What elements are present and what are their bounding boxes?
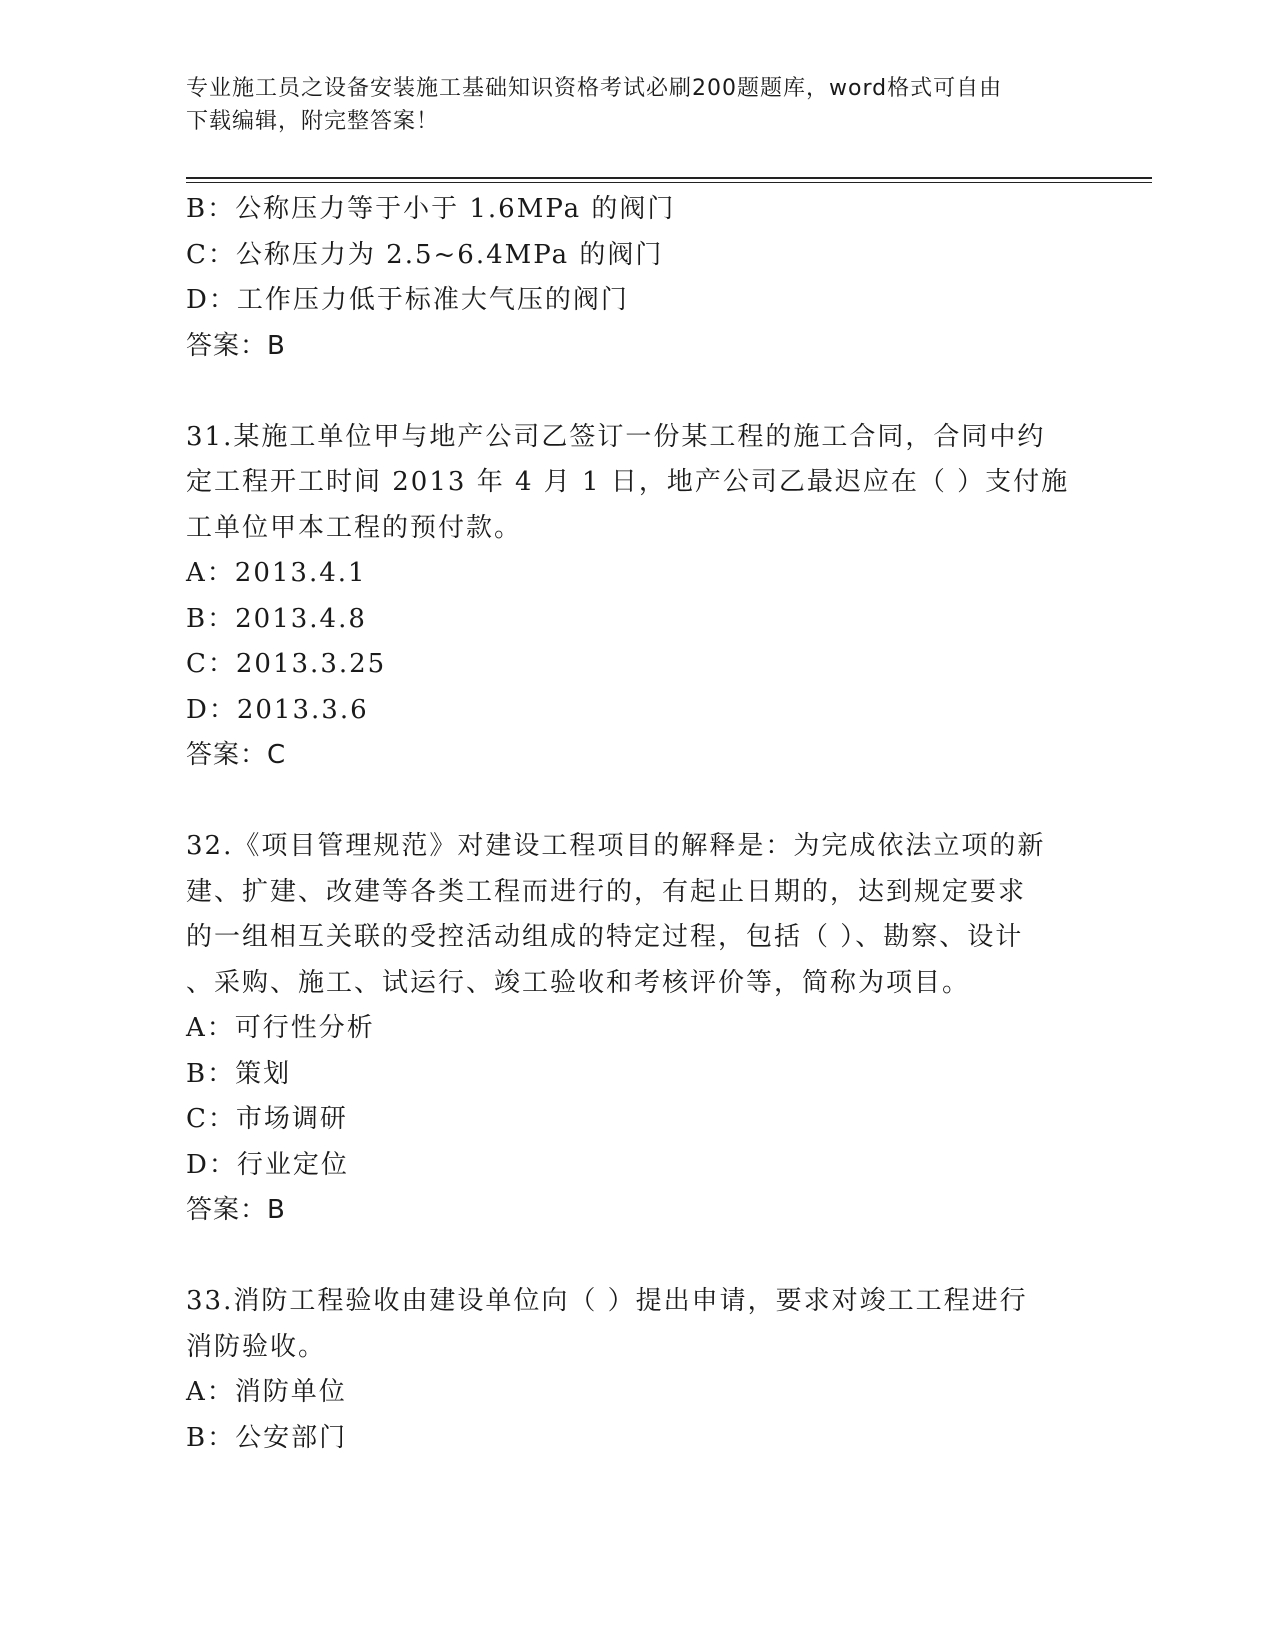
option-c: C：公称压力为 2.5~6.4MPa 的阀门 bbox=[186, 239, 664, 270]
question-text-line: 、采购、施工、试运行、竣工验收和考核评价等，简称为项目。 bbox=[186, 967, 971, 998]
header-title-line-2: 下载编辑，附完整答案！ bbox=[186, 109, 440, 134]
question-text-line: 33.消防工程验收由建设单位向（ ）提出申请，要求对竣工工程进行 bbox=[186, 1286, 1028, 1316]
document-header bbox=[186, 72, 1066, 138]
question-text-line: 31.某施工单位甲与地产公司乙签订一份某工程的施工合同，合同中约 bbox=[186, 421, 1046, 452]
option-a: A：2013.4.1 bbox=[186, 558, 367, 588]
header-divider-thin bbox=[186, 182, 1152, 183]
option-a: A：可行性分析 bbox=[186, 1013, 375, 1043]
header-divider bbox=[186, 177, 1152, 179]
answer-line: 答案：C bbox=[186, 740, 287, 770]
spacer bbox=[186, 779, 1066, 825]
option-d: D：行业定位 bbox=[186, 1149, 349, 1180]
spacer bbox=[186, 369, 1066, 415]
answer-line: 答案：B bbox=[186, 1195, 286, 1225]
question-31 bbox=[186, 415, 1070, 779]
option-b: B：公称压力等于小于 1.6MPa 的阀门 bbox=[186, 194, 676, 224]
question-text-line: 定工程开工时间 2013 年 4 月 1 日，地产公司乙最迟应在（ ）支付施 bbox=[186, 467, 1070, 497]
option-b: B：策划 bbox=[186, 1058, 292, 1089]
question-32 bbox=[186, 824, 1066, 1234]
question-text-line: 消防验收。 bbox=[186, 1331, 327, 1362]
question-text-line: 的一组相互关联的受控活动组成的特定过程，包括（ ）、勘察、设计 bbox=[186, 922, 1024, 952]
option-d: D：工作压力低于标准大气压的阀门 bbox=[186, 285, 629, 315]
option-c: C：2013.3.25 bbox=[186, 649, 387, 679]
question-text-line: 工单位甲本工程的预付款。 bbox=[186, 512, 523, 543]
question-33 bbox=[186, 1279, 1066, 1461]
header-title-line-1: 专业施工员之设备安装施工基础知识资格考试必刷200题题库，word格式可自由 bbox=[186, 76, 1003, 101]
document-body bbox=[186, 187, 1070, 1461]
question-30-continuation bbox=[186, 187, 1066, 369]
option-b: B：公安部门 bbox=[186, 1422, 348, 1453]
spacer bbox=[186, 1234, 1066, 1280]
option-d: D：2013.3.6 bbox=[186, 694, 369, 725]
option-b: B：2013.4.8 bbox=[186, 603, 367, 634]
answer-line: 答案：B bbox=[186, 330, 286, 361]
question-text-line: 建、扩建、改建等各类工程而进行的，有起止日期的，达到规定要求 bbox=[186, 876, 1027, 907]
option-a: A：消防单位 bbox=[186, 1377, 347, 1407]
option-c: C：市场调研 bbox=[186, 1104, 348, 1134]
question-text-line: 32.《项目管理规范》对建设工程项目的解释是：为完成依法立项的新 bbox=[186, 831, 1046, 861]
